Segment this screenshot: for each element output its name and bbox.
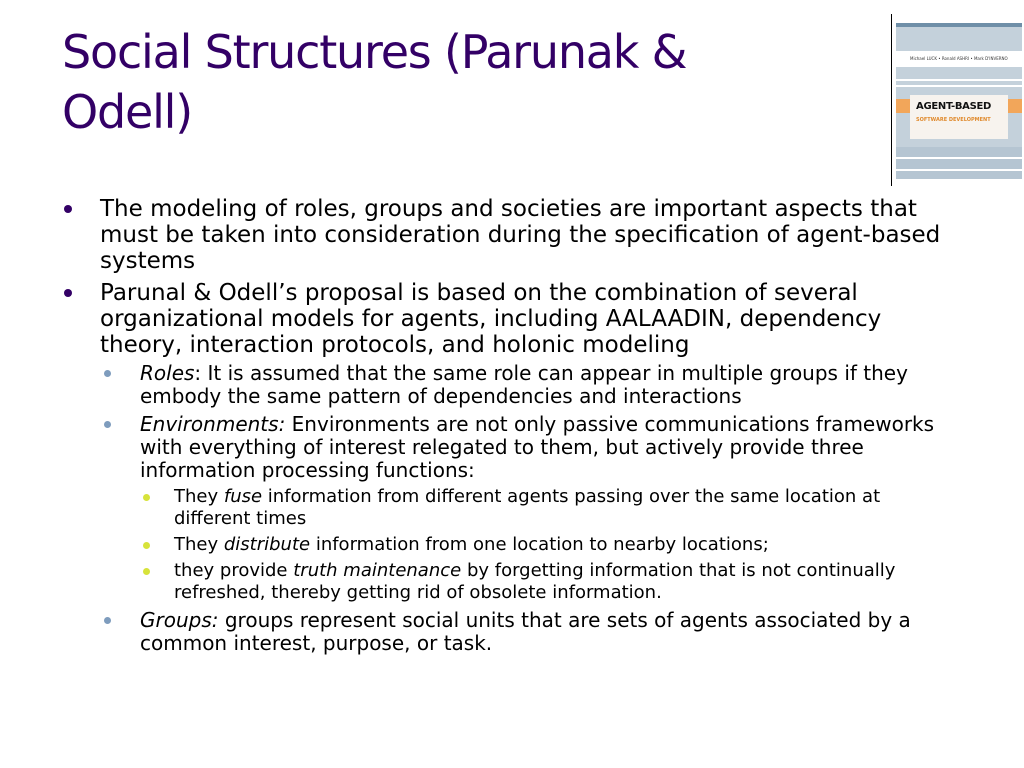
term-roles: Roles [140,361,195,385]
cover-stripe [896,169,1022,171]
book-subtitle: SOFTWARE DEVELOPMENT [916,117,991,123]
slide-body [62,196,962,661]
function-item-fuse [140,486,962,530]
function-item-truth-maintenance [140,560,962,604]
function-item-distribute [140,534,962,556]
cover-stripe [896,157,1022,159]
cover-stripe [896,85,1022,87]
function-prefix: they provide [174,560,294,581]
book-authors: Michael LUCK • Ronald ASHRI • Mark D'INVERNO [910,56,1008,61]
bullet-list [62,196,962,655]
sub-bullet-item-environments [100,413,962,604]
slide-title: Social Structures (Parunak & Odell) [62,25,687,139]
term-truth-maintenance: truth maintenance [293,560,462,581]
sub-bullet-text: groups represent social units that are sets of agents associated by a common interest, purpose, or task. [140,608,911,655]
book-title: AGENT-BASED [916,101,992,112]
sub-bullet-dot-icon [104,421,111,428]
function-prefix: They [174,534,224,555]
sub-bullet-dot-icon [104,617,111,624]
sub-bullet-item-groups [100,609,962,655]
book-cover-image [896,23,1022,179]
sub-bullet-list [100,362,962,655]
term-fuse: fuse [223,486,263,507]
term-distribute: distribute [223,534,311,555]
cover-lower-band [896,147,1022,179]
sub-bullet-item-roles [100,362,962,408]
cover-stripe [896,79,1022,81]
sub-bullet-dot-icon [104,370,111,377]
bullet-item [62,196,962,274]
divider-line [891,14,892,186]
sub-sub-bullet-dot-icon [143,568,150,575]
bullet-text: Parunal & Odell’s proposal is based on the combination of several organizational models for agents, including AALAADIN, dependency theory, interaction protocols, and holonic modeling [100,280,882,358]
bullet-item [62,280,962,655]
function-text: by forgetting information that is not continually refreshed, thereby getting rid of obsolete information. [174,560,896,603]
function-text: information from one location to nearby locations; [310,534,769,555]
sub-sub-bullet-dot-icon [143,542,150,549]
cover-top-band [896,23,1022,27]
bullet-dot-icon [64,205,72,213]
bullet-text: The modeling of roles, groups and societies are important aspects that must be taken into consideration during the specification of agent-based systems [100,196,941,274]
sub-bullet-text: Environments are not only passive communications frameworks with everything of interest relegated to them, but actively provide three information processing functions: [140,412,935,482]
term-environments: Environments: [140,412,286,436]
term-groups: Groups: [140,608,219,632]
sub-sub-bullet-list [140,486,962,604]
function-text: information from different agents passing over the same location at different times [174,486,881,529]
bullet-dot-icon [64,289,72,297]
sub-sub-bullet-dot-icon [143,494,150,501]
sub-bullet-text: : It is assumed that the same role can appear in multiple groups if they embody the same pattern of dependencies and interactions [140,361,908,408]
function-prefix: They [174,486,224,507]
